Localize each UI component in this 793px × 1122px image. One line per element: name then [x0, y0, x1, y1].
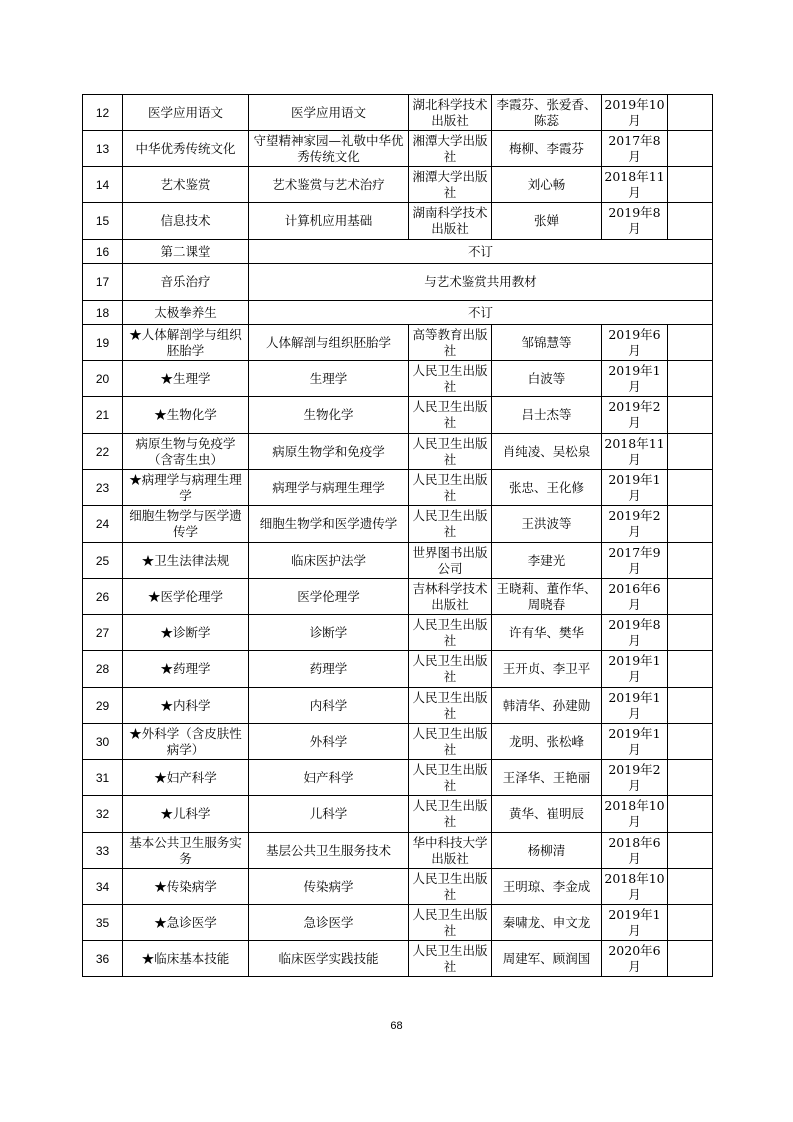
course-name: ★传染病学	[123, 869, 249, 905]
course-name: ★人体解剖学与组织胚胎学	[123, 325, 249, 361]
publish-date: 2019年2月	[602, 397, 668, 434]
author: 龙明、张松峰	[492, 724, 602, 760]
author: 杨柳清	[492, 833, 602, 869]
table-row	[83, 688, 713, 724]
author: 邹锦慧等	[492, 325, 602, 361]
publisher: 湘潭大学出版社	[409, 167, 492, 203]
publish-date: 2019年1月	[602, 651, 668, 688]
course-name: ★妇产科学	[123, 760, 249, 796]
table-row	[83, 543, 713, 579]
publisher: 人民卫生出版社	[409, 434, 492, 470]
textbook-table	[82, 94, 713, 977]
course-name: ★诊断学	[123, 615, 249, 651]
publish-date: 2018年10月	[602, 869, 668, 905]
blank-cell	[668, 760, 713, 796]
textbook-name: 艺术鉴赏与艺术治疗	[249, 167, 409, 203]
publisher: 人民卫生出版社	[409, 651, 492, 688]
row-note: 与艺术鉴赏共用教材	[249, 264, 713, 301]
publisher: 华中科技大学出版社	[409, 833, 492, 869]
publish-date: 2019年1月	[602, 688, 668, 724]
row-number: 18	[83, 301, 123, 325]
row-number: 13	[83, 131, 123, 167]
publisher: 高等教育出版社	[409, 325, 492, 361]
textbook-name: 医学应用语文	[249, 95, 409, 131]
page-number: 68	[390, 1020, 403, 1032]
blank-cell	[668, 941, 713, 977]
table-row	[83, 264, 713, 301]
publisher: 人民卫生出版社	[409, 796, 492, 833]
textbook-name: 内科学	[249, 688, 409, 724]
publish-date: 2018年11月	[602, 434, 668, 470]
course-name: ★急诊医学	[123, 905, 249, 941]
row-number: 30	[83, 724, 123, 760]
blank-cell	[668, 434, 713, 470]
textbook-name: 守望精神家园—礼敬中华优秀传统文化	[249, 131, 409, 167]
publisher: 人民卫生出版社	[409, 941, 492, 977]
row-number: 21	[83, 397, 123, 434]
publish-date: 2018年10月	[602, 796, 668, 833]
row-number: 24	[83, 506, 123, 543]
blank-cell	[668, 651, 713, 688]
blank-cell	[668, 361, 713, 397]
publish-date: 2019年1月	[602, 724, 668, 760]
course-name: ★生物化学	[123, 397, 249, 434]
textbook-name: 人体解剖与组织胚胎学	[249, 325, 409, 361]
row-number: 23	[83, 470, 123, 506]
table-row	[83, 240, 713, 264]
course-name: ★卫生法律法规	[123, 543, 249, 579]
blank-cell	[668, 95, 713, 131]
textbook-name: 病理学与病理生理学	[249, 470, 409, 506]
publish-date: 2019年1月	[602, 905, 668, 941]
author: 周建军、顾润国	[492, 941, 602, 977]
author: 梅柳、李霞芬	[492, 131, 602, 167]
row-number: 22	[83, 434, 123, 470]
publisher: 人民卫生出版社	[409, 724, 492, 760]
publish-date: 2018年6月	[602, 833, 668, 869]
author: 白波等	[492, 361, 602, 397]
row-number: 31	[83, 760, 123, 796]
publisher: 吉林科学技术出版社	[409, 579, 492, 615]
blank-cell	[668, 325, 713, 361]
course-name: ★儿科学	[123, 796, 249, 833]
row-number: 16	[83, 240, 123, 264]
blank-cell	[668, 203, 713, 240]
row-number: 32	[83, 796, 123, 833]
author: 秦啸龙、申文龙	[492, 905, 602, 941]
author: 刘心畅	[492, 167, 602, 203]
table-row	[83, 434, 713, 470]
textbook-name: 细胞生物学和医学遗传学	[249, 506, 409, 543]
publish-date: 2019年2月	[602, 760, 668, 796]
publish-date: 2020年6月	[602, 941, 668, 977]
textbook-name: 儿科学	[249, 796, 409, 833]
publish-date: 2018年11月	[602, 167, 668, 203]
table-row	[83, 203, 713, 240]
author: 王明琼、李金成	[492, 869, 602, 905]
row-note: 不订	[249, 301, 713, 325]
publisher: 人民卫生出版社	[409, 470, 492, 506]
row-number: 25	[83, 543, 123, 579]
table-row	[83, 361, 713, 397]
publisher: 人民卫生出版社	[409, 361, 492, 397]
course-name: 医学应用语文	[123, 95, 249, 131]
course-name: ★内科学	[123, 688, 249, 724]
textbook-name: 生理学	[249, 361, 409, 397]
course-name: ★医学伦理学	[123, 579, 249, 615]
table-row	[83, 760, 713, 796]
publisher: 湘潭大学出版社	[409, 131, 492, 167]
textbook-name: 诊断学	[249, 615, 409, 651]
blank-cell	[668, 724, 713, 760]
table-row	[83, 325, 713, 361]
row-number: 34	[83, 869, 123, 905]
publisher: 人民卫生出版社	[409, 760, 492, 796]
publisher: 人民卫生出版社	[409, 905, 492, 941]
row-number: 15	[83, 203, 123, 240]
blank-cell	[668, 397, 713, 434]
table-row	[83, 796, 713, 833]
author: 肖纯凌、吴松泉	[492, 434, 602, 470]
table-row	[83, 131, 713, 167]
blank-cell	[668, 869, 713, 905]
textbook-name: 计算机应用基础	[249, 203, 409, 240]
table-row	[83, 724, 713, 760]
row-number: 12	[83, 95, 123, 131]
blank-cell	[668, 615, 713, 651]
row-number: 29	[83, 688, 123, 724]
author: 张忠、王化修	[492, 470, 602, 506]
course-name: 基本公共卫生服务实务	[123, 833, 249, 869]
textbook-name: 生物化学	[249, 397, 409, 434]
course-name: ★生理学	[123, 361, 249, 397]
blank-cell	[668, 131, 713, 167]
course-name: 细胞生物学与医学遗传学	[123, 506, 249, 543]
row-note: 不订	[249, 240, 713, 264]
row-number: 17	[83, 264, 123, 301]
course-name: ★临床基本技能	[123, 941, 249, 977]
table-row	[83, 95, 713, 131]
textbook-name: 医学伦理学	[249, 579, 409, 615]
table-row	[83, 833, 713, 869]
blank-cell	[668, 506, 713, 543]
table-row	[83, 651, 713, 688]
course-name: ★药理学	[123, 651, 249, 688]
publisher: 湖北科学技术出版社	[409, 95, 492, 131]
textbook-name: 妇产科学	[249, 760, 409, 796]
publisher: 人民卫生出版社	[409, 688, 492, 724]
course-name: 第二课堂	[123, 240, 249, 264]
row-number: 36	[83, 941, 123, 977]
publish-date: 2017年9月	[602, 543, 668, 579]
textbook-name: 传染病学	[249, 869, 409, 905]
publish-date: 2019年8月	[602, 203, 668, 240]
course-name: 音乐治疗	[123, 264, 249, 301]
publish-date: 2019年8月	[602, 615, 668, 651]
textbook-name: 基层公共卫生服务技术	[249, 833, 409, 869]
publish-date: 2019年1月	[602, 470, 668, 506]
publish-date: 2019年2月	[602, 506, 668, 543]
textbook-name: 外科学	[249, 724, 409, 760]
row-number: 14	[83, 167, 123, 203]
publisher: 湖南科学技术出版社	[409, 203, 492, 240]
row-number: 27	[83, 615, 123, 651]
blank-cell	[668, 167, 713, 203]
author: 韩清华、孙建勋	[492, 688, 602, 724]
publisher: 世界图书出版公司	[409, 543, 492, 579]
author: 王泽华、王艳丽	[492, 760, 602, 796]
table-row	[83, 579, 713, 615]
table-row	[83, 941, 713, 977]
publisher: 人民卫生出版社	[409, 506, 492, 543]
publisher: 人民卫生出版社	[409, 615, 492, 651]
publish-date: 2019年6月	[602, 325, 668, 361]
table-row	[83, 869, 713, 905]
publish-date: 2017年8月	[602, 131, 668, 167]
row-number: 26	[83, 579, 123, 615]
course-name: 中华优秀传统文化	[123, 131, 249, 167]
textbook-name: 病原生物学和免疫学	[249, 434, 409, 470]
author: 许有华、樊华	[492, 615, 602, 651]
author: 王晓莉、董作华、周晓春	[492, 579, 602, 615]
blank-cell	[668, 796, 713, 833]
table-row	[83, 167, 713, 203]
author: 黄华、崔明辰	[492, 796, 602, 833]
course-name: 信息技术	[123, 203, 249, 240]
blank-cell	[668, 833, 713, 869]
course-name: 艺术鉴赏	[123, 167, 249, 203]
row-number: 20	[83, 361, 123, 397]
author: 李建光	[492, 543, 602, 579]
textbook-name: 临床医护法学	[249, 543, 409, 579]
author: 王洪波等	[492, 506, 602, 543]
textbook-name: 急诊医学	[249, 905, 409, 941]
textbook-name: 药理学	[249, 651, 409, 688]
author: 张婵	[492, 203, 602, 240]
course-name: 太极拳养生	[123, 301, 249, 325]
blank-cell	[668, 470, 713, 506]
blank-cell	[668, 543, 713, 579]
row-number: 35	[83, 905, 123, 941]
publish-date: 2019年10月	[602, 95, 668, 131]
publish-date: 2016年6月	[602, 579, 668, 615]
textbook-name: 临床医学实践技能	[249, 941, 409, 977]
course-name: ★外科学（含皮肤性病学）	[123, 724, 249, 760]
publisher: 人民卫生出版社	[409, 397, 492, 434]
course-name: 病原生物与免疫学（含寄生虫）	[123, 434, 249, 470]
table-row	[83, 506, 713, 543]
author: 王开贞、李卫平	[492, 651, 602, 688]
table-row	[83, 470, 713, 506]
row-number: 19	[83, 325, 123, 361]
author: 李霞芬、张爱香、陈蕊	[492, 95, 602, 131]
blank-cell	[668, 579, 713, 615]
table-row	[83, 301, 713, 325]
table-row	[83, 615, 713, 651]
blank-cell	[668, 905, 713, 941]
table-row	[83, 905, 713, 941]
course-name: ★病理学与病理生理学	[123, 470, 249, 506]
row-number: 33	[83, 833, 123, 869]
table-row	[83, 397, 713, 434]
author: 吕士杰等	[492, 397, 602, 434]
blank-cell	[668, 688, 713, 724]
publisher: 人民卫生出版社	[409, 869, 492, 905]
publish-date: 2019年1月	[602, 361, 668, 397]
row-number: 28	[83, 651, 123, 688]
